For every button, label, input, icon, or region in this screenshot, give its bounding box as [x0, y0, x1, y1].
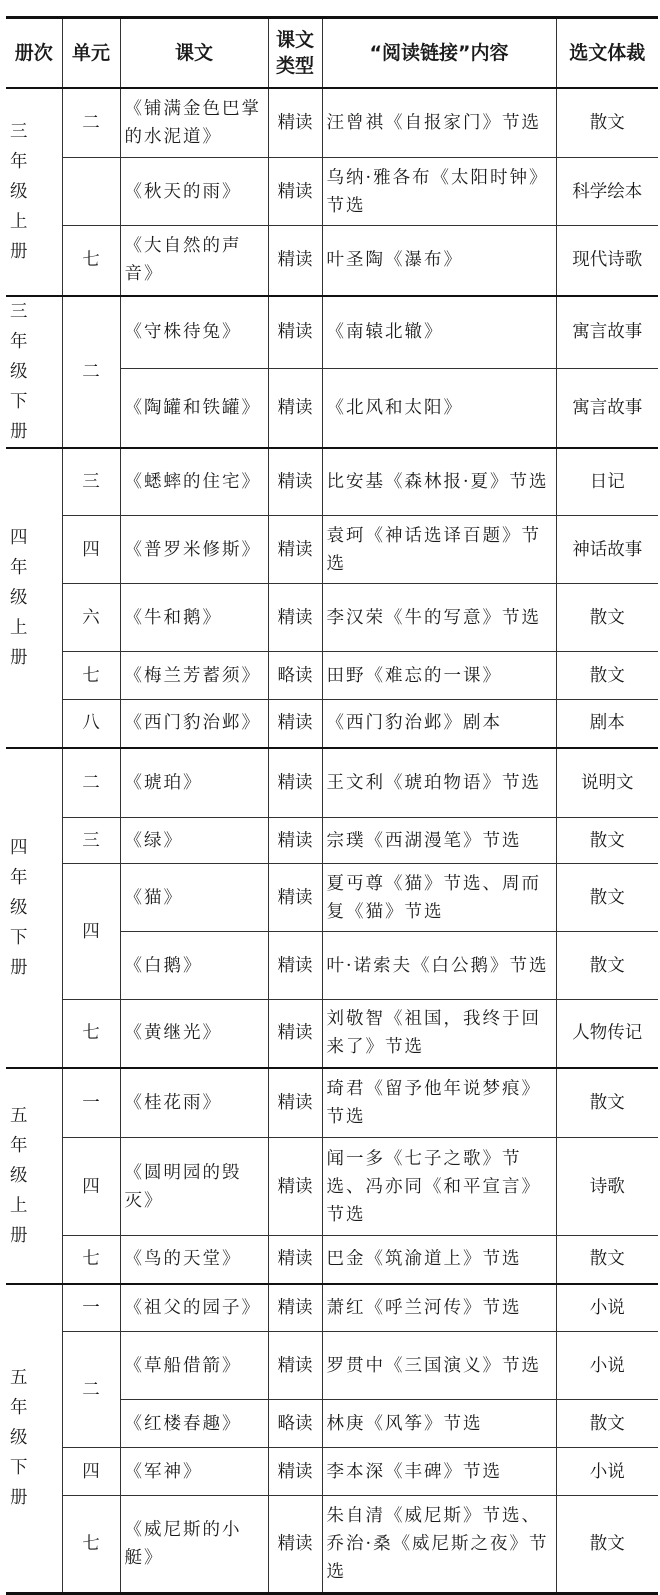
unit-cell: 八 — [62, 700, 120, 748]
text-cell: 《红楼春趣》 — [120, 1400, 268, 1448]
header-volume: 册次 — [6, 18, 62, 88]
unit-cell: 三 — [62, 818, 120, 864]
link-cell: 乌纳·雅各布《太阳时钟》节选 — [322, 158, 556, 226]
text-cell: 《猫》 — [120, 864, 268, 932]
link-cell: 刘敬智《祖国，我终于回来了》节选 — [322, 1000, 556, 1068]
unit-cell: 二 — [62, 88, 120, 158]
table-row — [6, 818, 658, 864]
type-cell: 精读 — [268, 1068, 322, 1138]
type-cell: 精读 — [268, 932, 322, 1000]
genre-cell: 小说 — [556, 1284, 658, 1332]
table-row — [6, 1000, 658, 1068]
link-cell: 巴金《筑渝道上》节选 — [322, 1236, 556, 1284]
type-cell: 精读 — [268, 1332, 322, 1400]
link-cell: 宗璞《西湖漫笔》节选 — [322, 818, 556, 864]
text-cell: 《大自然的声音》 — [120, 226, 268, 296]
unit-cell — [62, 158, 120, 226]
text-cell: 《草船借箭》 — [120, 1332, 268, 1400]
type-cell: 精读 — [268, 1496, 322, 1594]
unit-cell: 七 — [62, 652, 120, 700]
link-cell: 比安基《森林报·夏》节选 — [322, 448, 556, 516]
unit-cell: 七 — [62, 1496, 120, 1594]
type-cell: 精读 — [268, 748, 322, 818]
text-cell: 《威尼斯的小艇》 — [120, 1496, 268, 1594]
link-cell: 朱自清《威尼斯》节选、乔治·桑《威尼斯之夜》节选 — [322, 1496, 556, 1594]
type-cell: 精读 — [268, 1000, 322, 1068]
table-row — [6, 516, 658, 584]
text-cell: 《鸟的天堂》 — [120, 1236, 268, 1284]
table-row — [6, 226, 658, 296]
genre-cell: 散文 — [556, 1400, 658, 1448]
genre-cell: 寓言故事 — [556, 296, 658, 369]
table-row — [6, 864, 658, 932]
link-cell: 汪曾祺《自报家门》节选 — [322, 88, 556, 158]
text-cell: 《牛和鹅》 — [120, 584, 268, 652]
unit-cell: 四 — [62, 1448, 120, 1496]
genre-cell: 人物传记 — [556, 1000, 658, 1068]
type-cell: 精读 — [268, 864, 322, 932]
link-cell: 袁珂《神话选译百题》节选 — [322, 516, 556, 584]
link-cell: 王文利《琥珀物语》节选 — [322, 748, 556, 818]
table-row — [6, 700, 658, 748]
table-row — [6, 748, 658, 818]
genre-cell: 散文 — [556, 932, 658, 1000]
text-cell: 《秋天的雨》 — [120, 158, 268, 226]
genre-cell: 神话故事 — [556, 516, 658, 584]
type-cell: 精读 — [268, 88, 322, 158]
text-cell: 《陶罐和铁罐》 — [120, 368, 268, 447]
genre-cell: 散文 — [556, 818, 658, 864]
header-unit: 单元 — [62, 18, 120, 88]
genre-cell: 诗歌 — [556, 1138, 658, 1236]
link-cell: 《南辕北辙》 — [322, 296, 556, 369]
text-cell: 《绿》 — [120, 818, 268, 864]
text-cell: 《梅兰芳蓄须》 — [120, 652, 268, 700]
genre-cell: 散文 — [556, 1236, 658, 1284]
genre-cell: 散文 — [556, 1068, 658, 1138]
text-cell: 《圆明园的毁灭》 — [120, 1138, 268, 1236]
unit-cell: 六 — [62, 584, 120, 652]
text-cell: 《军神》 — [120, 1448, 268, 1496]
link-cell: 林庚《风筝》节选 — [322, 1400, 556, 1448]
text-cell: 《白鹅》 — [120, 932, 268, 1000]
link-cell: 田野《难忘的一课》 — [322, 652, 556, 700]
header-genre: 选文体裁 — [556, 18, 658, 88]
genre-cell: 散文 — [556, 584, 658, 652]
text-cell: 《铺满金色巴掌的水泥道》 — [120, 88, 268, 158]
table-row — [6, 1284, 658, 1332]
unit-cell: 七 — [62, 226, 120, 296]
unit-cell: 二 — [62, 1332, 120, 1448]
volume-cell: 三年级上册 — [6, 88, 62, 296]
table-row — [6, 1332, 658, 1400]
text-cell: 《蟋蟀的住宅》 — [120, 448, 268, 516]
link-cell: 叶圣陶《瀑布》 — [322, 226, 556, 296]
volume-cell: 四年级上册 — [6, 448, 62, 748]
genre-cell: 散文 — [556, 1496, 658, 1594]
link-cell: 李汉荣《牛的写意》节选 — [322, 584, 556, 652]
genre-cell: 剧本 — [556, 700, 658, 748]
unit-cell: 七 — [62, 1000, 120, 1068]
type-cell: 略读 — [268, 652, 322, 700]
type-cell: 精读 — [268, 226, 322, 296]
volume-cell: 四年级下册 — [6, 748, 62, 1068]
reading-link-table — [6, 16, 658, 1595]
header-type: 课文类型 — [268, 18, 322, 88]
unit-cell: 一 — [62, 1284, 120, 1332]
volume-cell: 五年级下册 — [6, 1284, 62, 1594]
genre-cell: 小说 — [556, 1332, 658, 1400]
volume-cell: 三年级下册 — [6, 296, 62, 448]
text-cell: 《黄继光》 — [120, 1000, 268, 1068]
type-cell: 精读 — [268, 818, 322, 864]
table-row — [6, 1496, 658, 1594]
link-cell: 闻一多《七子之歌》节选、冯亦同《和平宣言》节选 — [322, 1138, 556, 1236]
genre-cell: 现代诗歌 — [556, 226, 658, 296]
text-cell: 《普罗米修斯》 — [120, 516, 268, 584]
genre-cell: 寓言故事 — [556, 368, 658, 447]
link-cell: 罗贯中《三国演义》节选 — [322, 1332, 556, 1400]
genre-cell: 散文 — [556, 652, 658, 700]
type-cell: 精读 — [268, 1138, 322, 1236]
type-cell: 精读 — [268, 1448, 322, 1496]
type-cell: 精读 — [268, 700, 322, 748]
unit-cell: 一 — [62, 1068, 120, 1138]
table-row — [6, 296, 658, 369]
link-cell: 叶·诺索夫《白公鹅》节选 — [322, 932, 556, 1000]
table-row — [6, 158, 658, 226]
unit-cell: 二 — [62, 748, 120, 818]
header-link: “阅读链接”内容 — [322, 18, 556, 88]
type-cell: 精读 — [268, 296, 322, 369]
genre-cell: 日记 — [556, 448, 658, 516]
type-cell: 精读 — [268, 1284, 322, 1332]
type-cell: 精读 — [268, 368, 322, 447]
text-cell: 《桂花雨》 — [120, 1068, 268, 1138]
type-cell: 精读 — [268, 158, 322, 226]
link-cell: 李本深《丰碑》节选 — [322, 1448, 556, 1496]
type-cell: 精读 — [268, 584, 322, 652]
text-cell: 《琥珀》 — [120, 748, 268, 818]
reading-link-table-container — [6, 16, 658, 1595]
unit-cell: 四 — [62, 516, 120, 584]
table-row — [6, 88, 658, 158]
table-row — [6, 652, 658, 700]
table-row — [6, 1138, 658, 1236]
text-cell: 《守株待兔》 — [120, 296, 268, 369]
table-row — [6, 1448, 658, 1496]
text-cell: 《祖父的园子》 — [120, 1284, 268, 1332]
link-cell: 萧红《呼兰河传》节选 — [322, 1284, 556, 1332]
genre-cell: 散文 — [556, 864, 658, 932]
genre-cell: 小说 — [556, 1448, 658, 1496]
genre-cell: 散文 — [556, 88, 658, 158]
type-cell: 精读 — [268, 448, 322, 516]
table-row — [6, 1236, 658, 1284]
text-cell: 《西门豹治邺》 — [120, 700, 268, 748]
table-row — [6, 448, 658, 516]
volume-cell: 五年级上册 — [6, 1068, 62, 1284]
unit-cell: 四 — [62, 864, 120, 1000]
genre-cell: 科学绘本 — [556, 158, 658, 226]
type-cell: 精读 — [268, 1236, 322, 1284]
header-text: 课文 — [120, 18, 268, 88]
link-cell: 夏丏尊《猫》节选、周而复《猫》节选 — [322, 864, 556, 932]
type-cell: 略读 — [268, 1400, 322, 1448]
genre-cell: 说明文 — [556, 748, 658, 818]
table-row — [6, 1068, 658, 1138]
link-cell: 琦君《留予他年说梦痕》节选 — [322, 1068, 556, 1138]
unit-cell: 四 — [62, 1138, 120, 1236]
header-row — [6, 18, 658, 88]
link-cell: 《西门豹治邺》剧本 — [322, 700, 556, 748]
unit-cell: 三 — [62, 448, 120, 516]
table-row — [6, 584, 658, 652]
unit-cell: 二 — [62, 296, 120, 448]
link-cell: 《北风和太阳》 — [322, 368, 556, 447]
unit-cell: 七 — [62, 1236, 120, 1284]
type-cell: 精读 — [268, 516, 322, 584]
